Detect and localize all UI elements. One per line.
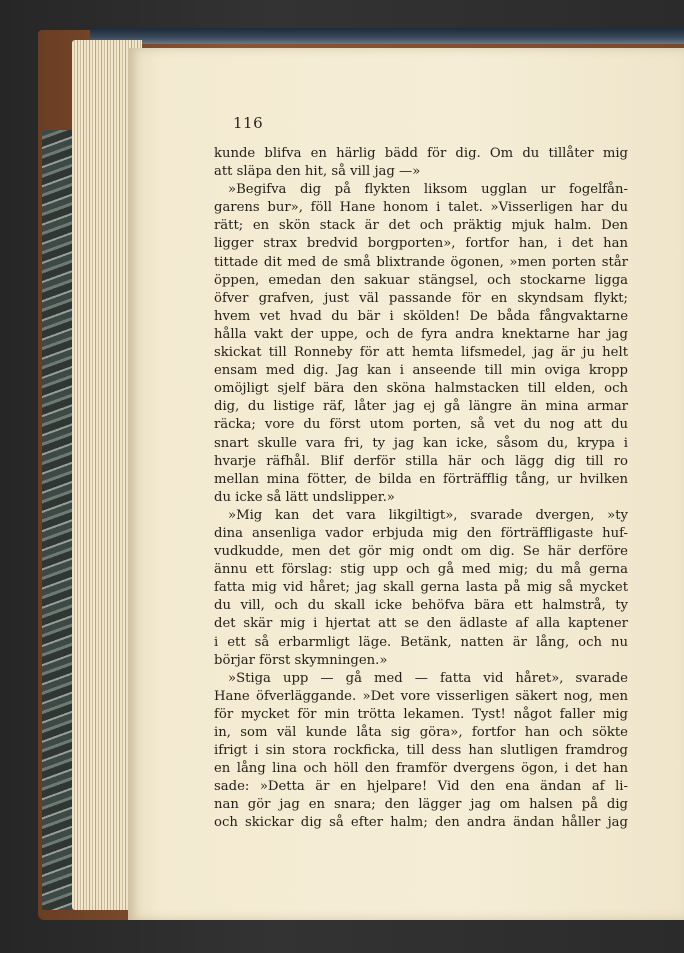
text-line: rätt; en skön stack är det och präktig mjuk halm. Den xyxy=(214,218,628,234)
page-number: 116 xyxy=(233,114,264,132)
text-line: hålla vakt der uppe, och de fyra andra knektarne har jag xyxy=(214,326,628,342)
text-line: ännu ett förslag: stig upp och gå med mig; du må gerna xyxy=(214,562,628,578)
text-line: i ett så erbarmligt läge. Betänk, natten är lång, och nu xyxy=(214,634,628,650)
text-line: ifrigt i sin stora rockficka, till dess han slutligen framdrog xyxy=(214,743,628,759)
text-line: det skär mig i hjertat att se den ädlaste af alla kaptener xyxy=(214,616,628,632)
text-line: in, som väl kunde låta sig göra», fortfor han och sökte xyxy=(214,725,628,740)
book-top-edge xyxy=(90,28,684,44)
text-line: nan gör jag en snara; den lägger jag om halsen på dig xyxy=(214,797,628,813)
text-line: Hane öfverläggande. »Det vore visserligen säkert nog, men xyxy=(214,688,628,704)
text-line: öfver grafven, just väl passande för en skyndsam flykt; xyxy=(214,290,628,306)
text-line: snart skulle vara fri, ty jag kan icke, såsom du, krypa i xyxy=(214,435,628,451)
text-line: garens bur», föll Hane honom i talet. »Visserligen har du xyxy=(214,200,628,216)
text-line: öppen, emedan den sakuar stängsel, och stockarne ligga xyxy=(214,272,628,288)
text-line: omöjligt sjelf bära den sköna halmstacken till elden, och xyxy=(214,381,628,397)
text-line: dina ansenliga vador erbjuda mig den förträffligaste huf- xyxy=(214,525,628,541)
text-line: du icke så lätt undslipper.» xyxy=(214,489,395,505)
text-line: för mycket för min trötta lekamen. Tyst! något faller mig xyxy=(214,706,628,722)
text-line: att släpa den hit, så vill jag —» xyxy=(214,164,421,180)
text-line: räcka; vore du först utom porten, så vet du nog att du xyxy=(214,417,628,433)
text-line: fatta mig vid håret; jag skall gerna lasta på mig så mycket xyxy=(214,580,628,596)
text-line: en lång lina och höll den framför dvergens ögon, i det han xyxy=(214,761,628,777)
text-line: »Begifva dig på flykten liksom ugglan ur fogelfån- xyxy=(228,182,628,198)
text-line: ligger strax bredvid borgporten», fortfor han, i det han xyxy=(214,236,628,252)
text-line: skickat till Ronneby för att hemta lifsmedel, jag är ju helt xyxy=(214,345,628,361)
text-line: hvarje räfhål. Blif derför stilla här och lägg dig till ro xyxy=(214,453,628,469)
page-text xyxy=(214,145,628,833)
text-line: kunde blifva en härlig bädd för dig. Om du tillåter mig xyxy=(214,146,628,161)
text-line: hvem vet hvad du bär i skölden! De båda fångvaktarne xyxy=(214,308,628,324)
text-line: du vill, och du skall icke behöfva bära ett halmstrå, ty xyxy=(214,598,628,614)
text-line: »Mig kan det vara likgiltigt», svarade dvergen, »ty xyxy=(228,507,628,523)
marbled-book-edge xyxy=(42,130,76,910)
text-line: vudkudde, men det gör mig ondt om dig. Se här derföre xyxy=(214,544,628,560)
text-line: dig, du listige räf, låter jag ej gå längre än mina armar xyxy=(214,399,628,415)
text-line: sade: »Detta är en hjelpare! Vid den ena ändan af li- xyxy=(214,779,628,795)
text-line: börjar först skymningen.» xyxy=(214,652,388,668)
text-line: tittade dit med de små blixtrande ögonen, »men porten står xyxy=(214,254,628,270)
text-line: »Stiga upp — gå med — fatta vid håret», svarade xyxy=(228,670,628,686)
text-line: mellan mina fötter, de bilda en förträfflig tång, ur hvilken xyxy=(214,471,628,487)
text-line: och skickar dig så efter halm; den andra ändan håller jag xyxy=(214,815,628,831)
text-line: ensam med dig. Jag kan i anseende till min oviga kropp xyxy=(214,363,628,379)
